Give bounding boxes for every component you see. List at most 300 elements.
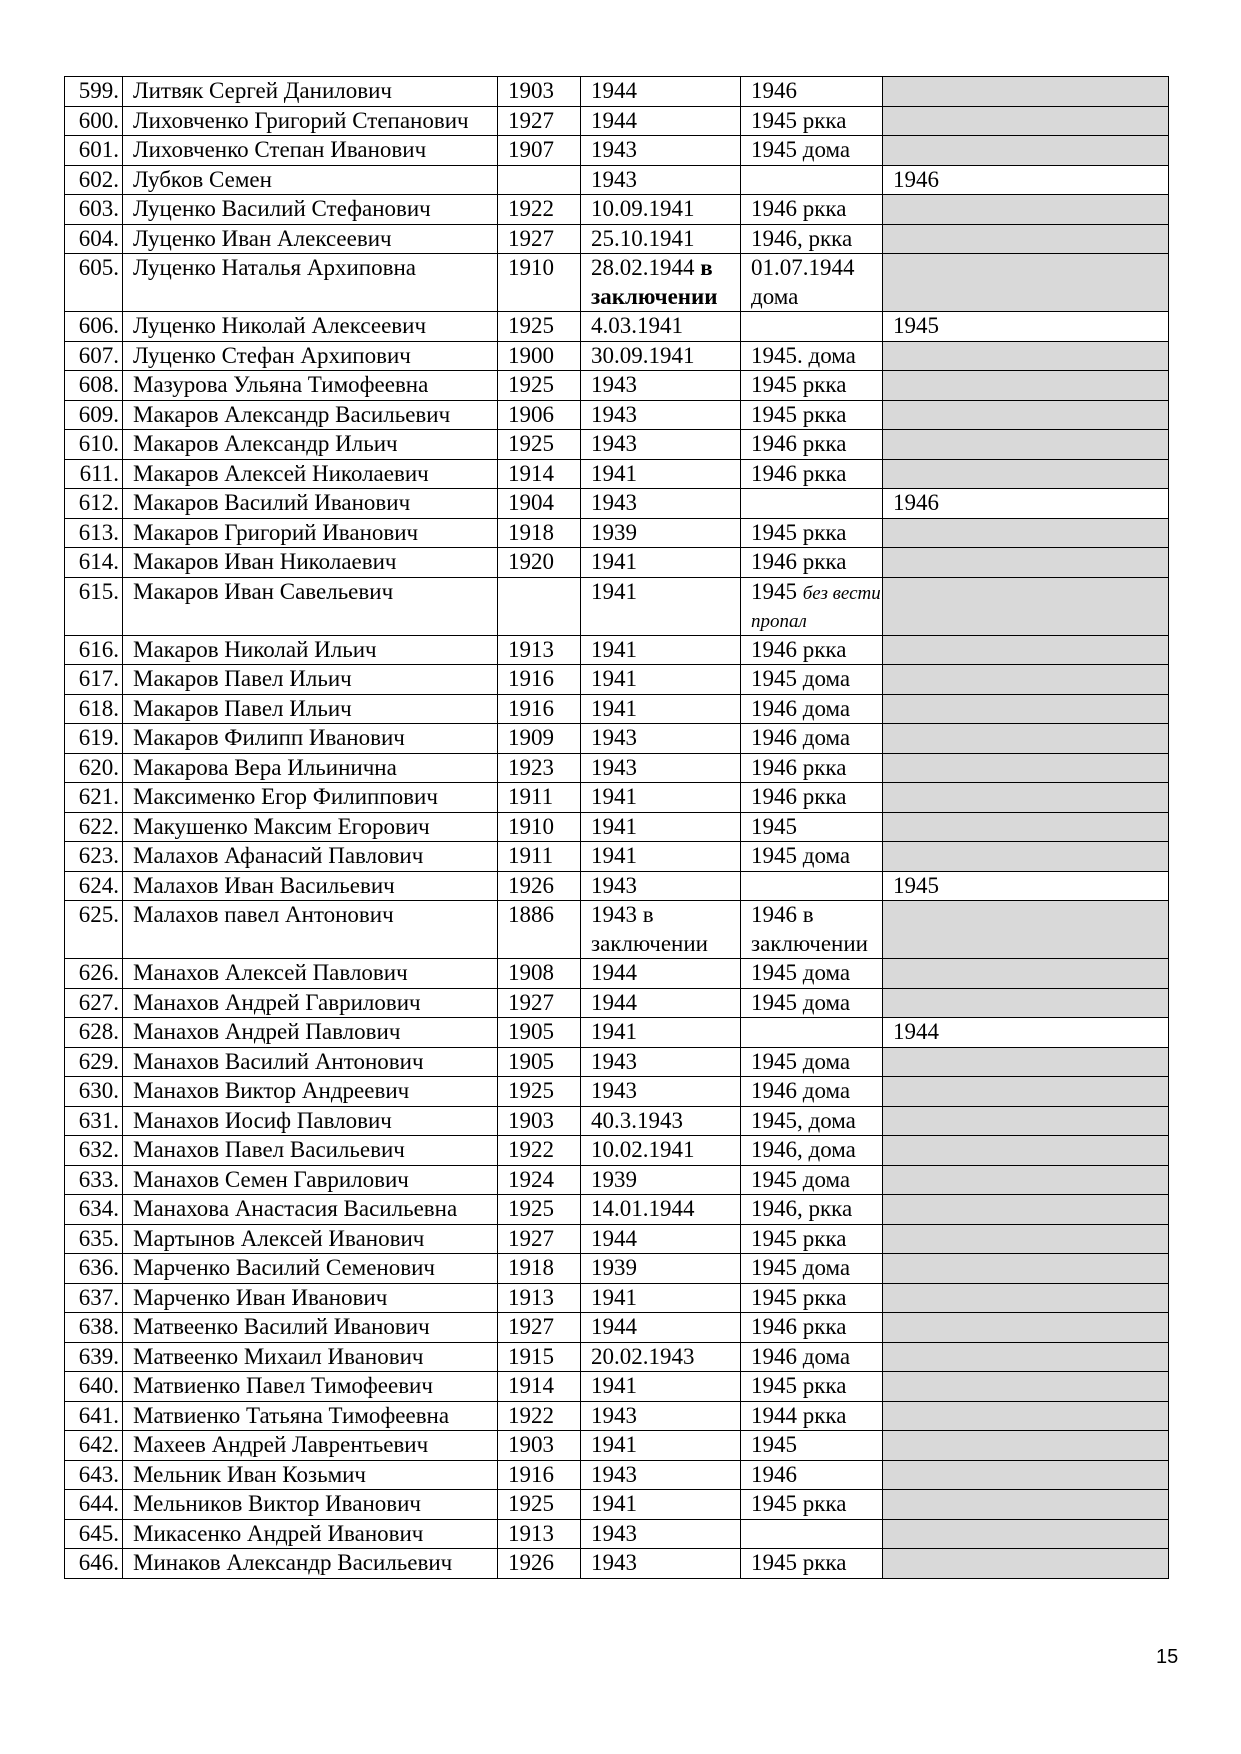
row-number: 646. (65, 1549, 123, 1579)
person-name: Матвеенко Михаил Иванович (123, 1342, 498, 1372)
date-returned (741, 1018, 883, 1048)
date-left: 1944 (581, 988, 741, 1018)
person-name: Мазурова Ульяна Тимофеевна (123, 371, 498, 401)
row-number: 639. (65, 1342, 123, 1372)
date-left: 1943 (581, 1519, 741, 1549)
last-column (883, 459, 1169, 489)
date-returned: 1945 ркка (741, 106, 883, 136)
table-row (65, 371, 1169, 401)
date-returned: 1945 дома (741, 136, 883, 166)
date-returned: 1946, дома (741, 1136, 883, 1166)
table-row (65, 312, 1169, 342)
last-column (883, 254, 1169, 312)
birth-year: 1886 (498, 901, 581, 959)
birth-year: 1927 (498, 1224, 581, 1254)
date-returned (741, 312, 883, 342)
date-left: 1939 (581, 518, 741, 548)
date-returned: 1945 дома (741, 959, 883, 989)
date-left: 20.02.1943 (581, 1342, 741, 1372)
last-column (883, 577, 1169, 635)
row-number: 613. (65, 518, 123, 548)
person-name: Луценко Иван Алексеевич (123, 224, 498, 254)
last-column (883, 518, 1169, 548)
date-returned: 1946 в заключении (741, 901, 883, 959)
date-left: 1943 (581, 724, 741, 754)
date-left: 1943 (581, 753, 741, 783)
row-number: 629. (65, 1047, 123, 1077)
table-row (65, 1519, 1169, 1549)
person-name: Малахов Иван Васильевич (123, 871, 498, 901)
birth-year: 1925 (498, 430, 581, 460)
table-row (65, 254, 1169, 312)
person-name: Манахов Павел Васильевич (123, 1136, 498, 1166)
person-name: Литвяк Сергей Данилович (123, 77, 498, 107)
row-number: 645. (65, 1519, 123, 1549)
date-returned: 1945 дома (741, 665, 883, 695)
table-row (65, 224, 1169, 254)
table-row (65, 489, 1169, 519)
table-row (65, 1313, 1169, 1343)
person-name: Малахов Афанасий Павлович (123, 842, 498, 872)
register-rows (65, 77, 1169, 1579)
last-column: 1946 (883, 165, 1169, 195)
last-column (883, 1490, 1169, 1520)
date-returned: 1946 дома (741, 1077, 883, 1107)
person-name: Макаров Иван Савельевич (123, 577, 498, 635)
last-column (883, 1342, 1169, 1372)
date-left: 1943 в заключении (581, 901, 741, 959)
date-left: 1943 (581, 1549, 741, 1579)
person-name: Макаров Александр Васильевич (123, 400, 498, 430)
row-number: 610. (65, 430, 123, 460)
last-column (883, 1519, 1169, 1549)
row-number: 600. (65, 106, 123, 136)
person-name: Манахов Василий Антонович (123, 1047, 498, 1077)
person-name: Макушенко Максим Егорович (123, 812, 498, 842)
row-number: 631. (65, 1106, 123, 1136)
last-column (883, 548, 1169, 578)
birth-year: 1926 (498, 1549, 581, 1579)
birth-year: 1910 (498, 254, 581, 312)
birth-year: 1916 (498, 1460, 581, 1490)
last-column (883, 1047, 1169, 1077)
last-column (883, 842, 1169, 872)
person-name: Макаров Иван Николаевич (123, 548, 498, 578)
date-returned: 1945 (741, 812, 883, 842)
birth-year: 1915 (498, 1342, 581, 1372)
row-number: 622. (65, 812, 123, 842)
date-returned: 1946 ркка (741, 459, 883, 489)
last-column (883, 1460, 1169, 1490)
birth-year: 1903 (498, 1106, 581, 1136)
date-returned-value: 1945 (751, 578, 797, 604)
date-returned: 1946 дома (741, 1342, 883, 1372)
person-name: Максименко Егор Филиппович (123, 783, 498, 813)
row-number: 633. (65, 1165, 123, 1195)
date-left-value: 28.02.1944 (591, 255, 695, 280)
date-left: 4.03.1941 (581, 312, 741, 342)
person-name: Мартынов Алексей Иванович (123, 1224, 498, 1254)
table-row (65, 1342, 1169, 1372)
birth-year: 1922 (498, 195, 581, 225)
last-column (883, 341, 1169, 371)
date-left: 10.09.1941 (581, 195, 741, 225)
date-returned (741, 577, 883, 635)
date-returned (741, 165, 883, 195)
row-number: 625. (65, 901, 123, 959)
last-column (883, 1077, 1169, 1107)
person-name: Луценко Василий Стефанович (123, 195, 498, 225)
date-returned (741, 871, 883, 901)
row-number: 604. (65, 224, 123, 254)
row-number: 634. (65, 1195, 123, 1225)
table-row (65, 106, 1169, 136)
birth-year: 1927 (498, 1313, 581, 1343)
row-number: 642. (65, 1431, 123, 1461)
date-left: 1941 (581, 665, 741, 695)
person-name: Макаров Алексей Николаевич (123, 459, 498, 489)
birth-year: 1907 (498, 136, 581, 166)
birth-year: 1905 (498, 1047, 581, 1077)
table-row (65, 1549, 1169, 1579)
date-left: 30.09.1941 (581, 341, 741, 371)
date-returned: 1945 ркка (741, 371, 883, 401)
birth-year: 1910 (498, 812, 581, 842)
last-column (883, 1106, 1169, 1136)
row-number: 614. (65, 548, 123, 578)
date-returned: 1945 дома (741, 1254, 883, 1284)
date-returned: 1946 ркка (741, 783, 883, 813)
last-column (883, 430, 1169, 460)
birth-year: 1916 (498, 694, 581, 724)
row-number: 643. (65, 1460, 123, 1490)
date-left: 1943 (581, 871, 741, 901)
birth-year: 1925 (498, 312, 581, 342)
birth-year: 1918 (498, 1254, 581, 1284)
last-column (883, 195, 1169, 225)
date-returned: 1946, ркка (741, 1195, 883, 1225)
row-number: 605. (65, 254, 123, 312)
person-name: Луценко Стефан Архипович (123, 341, 498, 371)
last-column (883, 1224, 1169, 1254)
person-name: Марченко Иван Иванович (123, 1283, 498, 1313)
table-row (65, 459, 1169, 489)
date-left: 1941 (581, 577, 741, 635)
date-returned: 1945 ркка (741, 1283, 883, 1313)
table-row (65, 430, 1169, 460)
table-row (65, 1047, 1169, 1077)
date-left: 1943 (581, 136, 741, 166)
birth-year: 1920 (498, 548, 581, 578)
table-row (65, 1490, 1169, 1520)
table-row (65, 635, 1169, 665)
date-left: 1944 (581, 1224, 741, 1254)
page-number: 15 (1156, 1646, 1179, 1668)
date-left: 1943 (581, 430, 741, 460)
row-number: 638. (65, 1313, 123, 1343)
person-name: Макаров Николай Ильич (123, 635, 498, 665)
row-number: 628. (65, 1018, 123, 1048)
date-left: 1943 (581, 1077, 741, 1107)
last-column (883, 694, 1169, 724)
person-name: Луценко Николай Алексеевич (123, 312, 498, 342)
date-returned: 1945 ркка (741, 1372, 883, 1402)
date-returned: 1945 ркка (741, 400, 883, 430)
table-row (65, 1401, 1169, 1431)
person-name: Макаров Павел Ильич (123, 665, 498, 695)
birth-year: 1911 (498, 842, 581, 872)
table-row (65, 1018, 1169, 1048)
row-number: 635. (65, 1224, 123, 1254)
row-number: 619. (65, 724, 123, 754)
date-returned: 1945 дома (741, 1165, 883, 1195)
person-name: Манахов Андрей Павлович (123, 1018, 498, 1048)
date-left: 1941 (581, 635, 741, 665)
last-column (883, 400, 1169, 430)
last-column (883, 1254, 1169, 1284)
date-returned: 1945, дома (741, 1106, 883, 1136)
last-column (883, 1401, 1169, 1431)
row-number: 627. (65, 988, 123, 1018)
last-column (883, 106, 1169, 136)
date-returned: 1945 дома (741, 842, 883, 872)
date-returned: 1945 ркка (741, 1490, 883, 1520)
last-column (883, 136, 1169, 166)
table-row (65, 1254, 1169, 1284)
birth-year: 1925 (498, 371, 581, 401)
date-returned: 1946 (741, 1460, 883, 1490)
birth-year (498, 577, 581, 635)
row-number: 602. (65, 165, 123, 195)
row-number: 621. (65, 783, 123, 813)
date-returned: 1944 ркка (741, 1401, 883, 1431)
birth-year: 1914 (498, 459, 581, 489)
last-column (883, 959, 1169, 989)
row-number: 636. (65, 1254, 123, 1284)
date-left-note: в заключении (591, 255, 718, 309)
birth-year: 1925 (498, 1490, 581, 1520)
last-column (883, 77, 1169, 107)
birth-year: 1903 (498, 1431, 581, 1461)
last-column (883, 1283, 1169, 1313)
table-row (65, 901, 1169, 959)
date-left: 1943 (581, 489, 741, 519)
person-name: Макаров Александр Ильич (123, 430, 498, 460)
last-column (883, 988, 1169, 1018)
birth-year: 1923 (498, 753, 581, 783)
row-number: 637. (65, 1283, 123, 1313)
date-left: 14.01.1944 (581, 1195, 741, 1225)
table-row (65, 1224, 1169, 1254)
person-name: Манахов Семен Гаврилович (123, 1165, 498, 1195)
birth-year: 1913 (498, 1283, 581, 1313)
person-name: Манахов Андрей Гаврилович (123, 988, 498, 1018)
date-returned: 1945 ркка (741, 1224, 883, 1254)
date-left: 1941 (581, 694, 741, 724)
date-returned: 1946 (741, 77, 883, 107)
table-row (65, 77, 1169, 107)
row-number: 618. (65, 694, 123, 724)
date-left: 1941 (581, 459, 741, 489)
date-returned: 1945 ркка (741, 518, 883, 548)
date-returned: 1945 ркка (741, 1549, 883, 1579)
person-name: Лубков Семен (123, 165, 498, 195)
last-column: 1946 (883, 489, 1169, 519)
row-number: 603. (65, 195, 123, 225)
birth-year: 1913 (498, 1519, 581, 1549)
person-name: Макаров Василий Иванович (123, 489, 498, 519)
last-column (883, 1195, 1169, 1225)
date-left: 1941 (581, 842, 741, 872)
person-name: Лиховченко Степан Иванович (123, 136, 498, 166)
birth-year (498, 165, 581, 195)
last-column: 1944 (883, 1018, 1169, 1048)
date-returned: 1945 дома (741, 1047, 883, 1077)
date-left: 1941 (581, 1283, 741, 1313)
last-column (883, 1549, 1169, 1579)
table-row (65, 959, 1169, 989)
date-returned: 1946 ркка (741, 195, 883, 225)
date-returned: 1946 ркка (741, 635, 883, 665)
person-name: Манахова Анастасия Васильевна (123, 1195, 498, 1225)
table-row (65, 165, 1169, 195)
last-column (883, 1136, 1169, 1166)
table-row (65, 694, 1169, 724)
row-number: 640. (65, 1372, 123, 1402)
person-name: Макаров Филипп Иванович (123, 724, 498, 754)
person-name: Манахов Алексей Павлович (123, 959, 498, 989)
date-returned (741, 489, 883, 519)
date-left: 1941 (581, 1431, 741, 1461)
birth-year: 1903 (498, 77, 581, 107)
table-row (65, 871, 1169, 901)
last-column (883, 812, 1169, 842)
table-row (65, 548, 1169, 578)
last-column: 1945 (883, 871, 1169, 901)
date-returned: 1946 ркка (741, 1313, 883, 1343)
date-left (581, 254, 741, 312)
date-left: 1941 (581, 783, 741, 813)
last-column (883, 783, 1169, 813)
date-left: 1943 (581, 371, 741, 401)
person-name: Макарова Вера Ильинична (123, 753, 498, 783)
date-left: 1941 (581, 1490, 741, 1520)
table-row (65, 577, 1169, 635)
person-name: Мельник Иван Козьмич (123, 1460, 498, 1490)
birth-year: 1922 (498, 1136, 581, 1166)
birth-year: 1918 (498, 518, 581, 548)
date-left: 1943 (581, 400, 741, 430)
date-left: 1944 (581, 77, 741, 107)
date-left: 1944 (581, 1313, 741, 1343)
date-left: 1941 (581, 1372, 741, 1402)
row-number: 620. (65, 753, 123, 783)
birth-year: 1922 (498, 1401, 581, 1431)
last-column (883, 224, 1169, 254)
table-row (65, 1431, 1169, 1461)
birth-year: 1925 (498, 1077, 581, 1107)
birth-year: 1905 (498, 1018, 581, 1048)
birth-year: 1914 (498, 1372, 581, 1402)
date-left: 1943 (581, 1460, 741, 1490)
table-row (65, 400, 1169, 430)
person-name: Лиховченко Григорий Степанович (123, 106, 498, 136)
register-table (64, 76, 1169, 1579)
table-row (65, 1195, 1169, 1225)
birth-year: 1927 (498, 988, 581, 1018)
birth-year: 1924 (498, 1165, 581, 1195)
table-row (65, 1165, 1169, 1195)
row-number: 606. (65, 312, 123, 342)
table-row (65, 1106, 1169, 1136)
date-left: 40.3.1943 (581, 1106, 741, 1136)
birth-year: 1908 (498, 959, 581, 989)
person-name: Матвиенко Павел Тимофеевич (123, 1372, 498, 1402)
date-left: 1944 (581, 959, 741, 989)
birth-year: 1909 (498, 724, 581, 754)
person-name: Манахов Виктор Андреевич (123, 1077, 498, 1107)
date-left: 1943 (581, 1401, 741, 1431)
row-number: 608. (65, 371, 123, 401)
last-column (883, 665, 1169, 695)
row-number: 644. (65, 1490, 123, 1520)
table-row (65, 1283, 1169, 1313)
date-returned: 1946 ркка (741, 548, 883, 578)
date-left: 1941 (581, 548, 741, 578)
date-returned: 1945. дома (741, 341, 883, 371)
person-name: Марченко Василий Семенович (123, 1254, 498, 1284)
person-name: Матвеенко Василий Иванович (123, 1313, 498, 1343)
date-left: 1943 (581, 1047, 741, 1077)
row-number: 624. (65, 871, 123, 901)
date-left: 1944 (581, 106, 741, 136)
table-row (65, 783, 1169, 813)
last-column (883, 753, 1169, 783)
birth-year: 1911 (498, 783, 581, 813)
person-name: Матвиенко Татьяна Тимофеевна (123, 1401, 498, 1431)
table-row (65, 753, 1169, 783)
table-row (65, 988, 1169, 1018)
table-row (65, 665, 1169, 695)
table-row (65, 136, 1169, 166)
last-column (883, 1431, 1169, 1461)
last-column (883, 1313, 1169, 1343)
row-number: 615. (65, 577, 123, 635)
row-number: 616. (65, 635, 123, 665)
table-row (65, 812, 1169, 842)
table-row (65, 518, 1169, 548)
date-left: 1939 (581, 1254, 741, 1284)
person-name: Минаков Александр Васильевич (123, 1549, 498, 1579)
row-number: 626. (65, 959, 123, 989)
table-row (65, 1077, 1169, 1107)
last-column (883, 1165, 1169, 1195)
birth-year: 1925 (498, 1195, 581, 1225)
last-column: 1945 (883, 312, 1169, 342)
date-left: 1939 (581, 1165, 741, 1195)
date-returned: 01.07.1944 дома (741, 254, 883, 312)
date-left: 1941 (581, 1018, 741, 1048)
table-row (65, 341, 1169, 371)
row-number: 623. (65, 842, 123, 872)
date-returned (741, 1519, 883, 1549)
table-row (65, 1136, 1169, 1166)
date-returned: 1946 ркка (741, 430, 883, 460)
row-number: 609. (65, 400, 123, 430)
birth-year: 1916 (498, 665, 581, 695)
row-number: 607. (65, 341, 123, 371)
date-returned: 1945 дома (741, 988, 883, 1018)
